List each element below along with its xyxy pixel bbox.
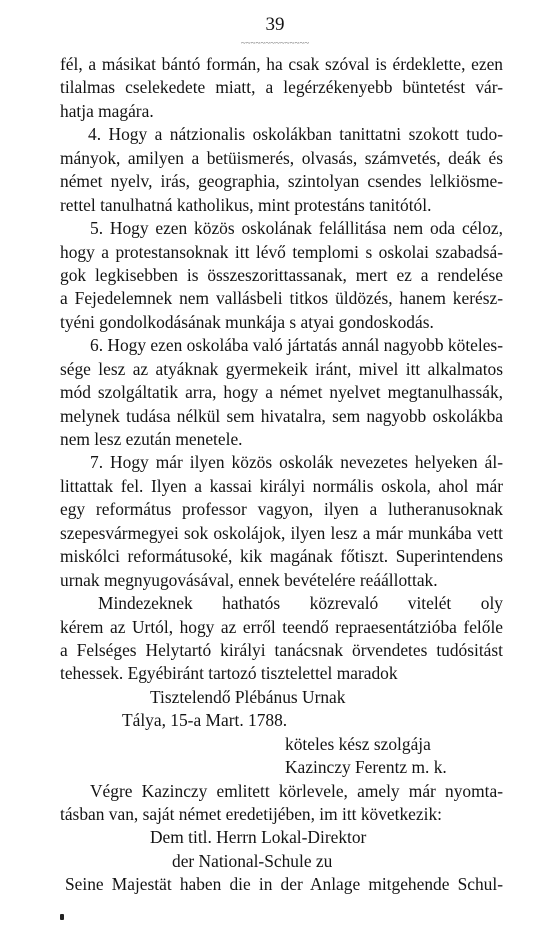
text-line: gok legkisebben is összeszorittassanak, mert ez a rendelése [60, 264, 503, 285]
text-line: Seine Majestät haben die in der Anlage mitgehende Schul- [65, 874, 503, 895]
text-line: melynek tudása nélkül sem hivatalra, sem nagyobb oskolákba [60, 405, 503, 426]
text-line: tyéni gondolkodásának munkája s atyai gondoskodás. [60, 311, 434, 332]
text-line: egy református professor vagyon, ilyen a lutheranusoknak [60, 499, 503, 520]
text-line: német nyelv, irás, geographia, szintolyan csendes lelkiösme- [60, 171, 503, 192]
text-line: sége lesz az atyáknak gyermekeik iránt, mivel itt alkalmatos [60, 358, 503, 379]
text-line: Végre Kazinczy emlitett körlevele, amely már nyomta- [90, 780, 503, 801]
text-line: tilalmas cselekedete miatt, a legérzékenyebb büntetést vár- [60, 77, 503, 98]
header-ornament [232, 41, 318, 45]
text-line: hogy a protestansoknak itt lévő templomi s oskolai szabadsá- [60, 241, 503, 262]
text-line: tásban van, saját német eredetijében, im itt következik: [60, 804, 442, 824]
text-line: a Felséges Helytartó királyi tanácsnak örvendetes tudósitást [60, 639, 503, 660]
text-line: rettel tanulhatná katholikus, mint protestáns tanitótól. [60, 194, 432, 215]
salutation-line: Tisztelendő Plébánus Urnak [150, 686, 346, 707]
text-line: mód szolgáltatik arra, hogy a német nyelvet megtanulhassák, [60, 382, 503, 403]
print-speck [60, 914, 64, 920]
text-line: nem lesz ezután menetele. [60, 429, 243, 449]
text-line: szepesvármegyei sok oskolájok, ilyen lesz a már munkába vett [60, 522, 503, 543]
text-line: hatja magára. [60, 100, 154, 121]
text-line: Mindezeknek hathatós közrevaló vitelét oly [98, 593, 503, 614]
date-line: Tályа, 15-a Mart. 1788. [122, 710, 288, 731]
text-line: 5. Hogy ezen közös oskolának felállitása nem oda céloz, [90, 218, 503, 239]
text-line: kérem az Urtól, hogy az erről teendő repraesentátzióba felőle [60, 616, 503, 637]
text-line: mányok, amilyen a betüismerés, olvasás, számvetés, deák és [60, 147, 503, 168]
text-line: 4. Hogy a nátzionalis oskolákban tanittatni szokott tudo- [88, 124, 503, 145]
text-line: miskólci reformátusoké, kik magának főtiszt. Superintendens [60, 546, 503, 567]
text-line: tehessek. Egyébiránt tartozó tisztelettel maradok [60, 663, 398, 684]
text-line: 7. Hogy már ilyen közös oskolák nevezetes helyeken ál- [90, 452, 503, 473]
address-line: Dem titl. Herrn Lokal-Direktor [150, 827, 367, 848]
signature-line: Kazinczy Ferentz m. k. [285, 757, 447, 778]
text-line: littattak fel. Ilyen a kassai királyi normális oskola, ahol már [60, 475, 503, 496]
closing-line: köteles kész szolgája [285, 733, 431, 754]
text-line: urnak megnyugovásával, ennek bevételére reáállottak. [60, 569, 438, 590]
text-line: 6. Hogy ezen oskolába való jártatás annál nagyobb köteles- [90, 335, 503, 356]
page-number: 39 [265, 14, 285, 35]
address-line: der National-Schule zu [172, 850, 333, 871]
text-line: fél, a másikat bántó formán, ha csak szóval is érdeklette, ezen [60, 54, 503, 74]
text-line: a Fejedelemnek nem vallásbeli titkos üldözés, hanem kerész- [60, 288, 503, 309]
body-text [60, 53, 503, 897]
